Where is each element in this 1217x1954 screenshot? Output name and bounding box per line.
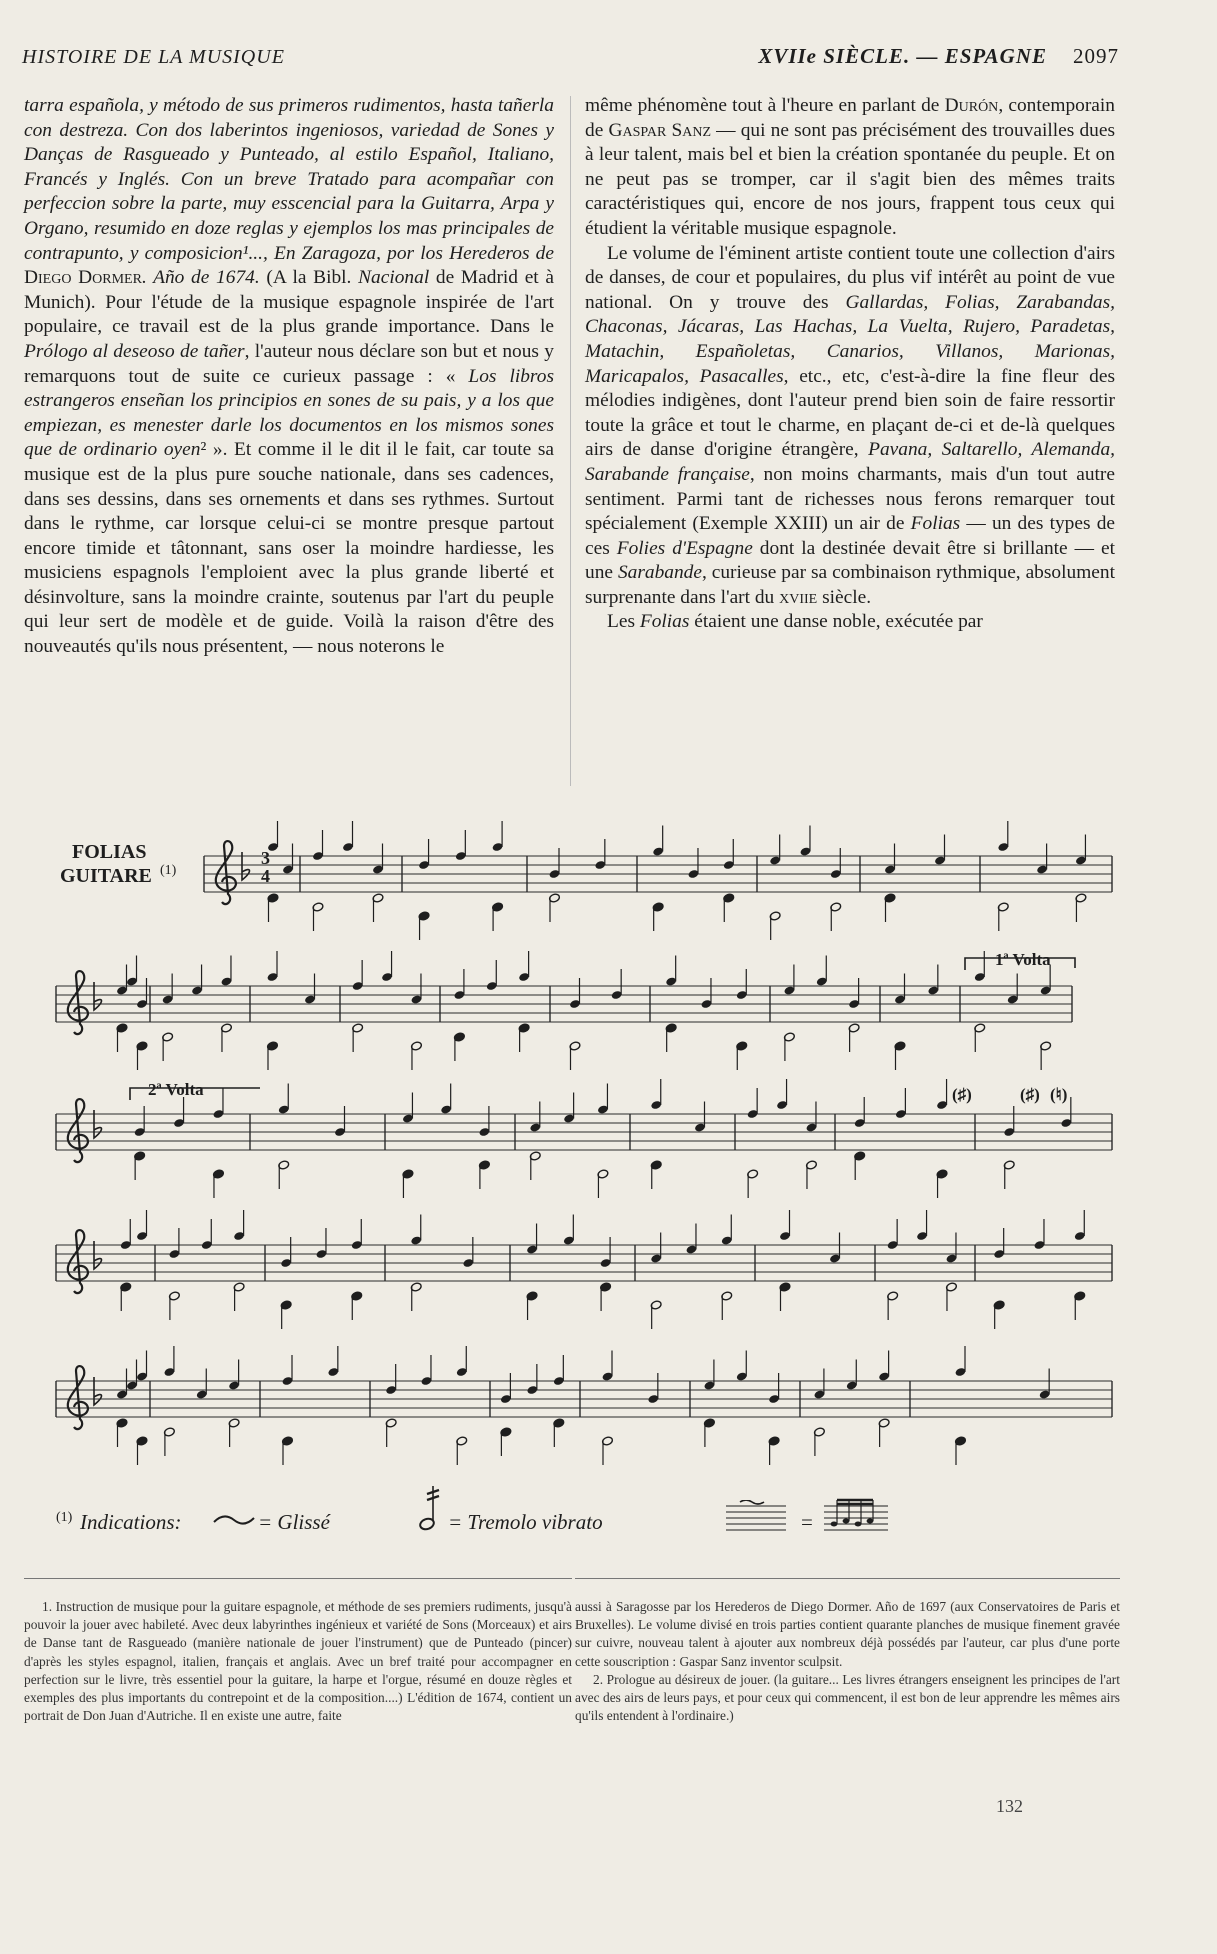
folias-term: Folias — [639, 611, 690, 633]
composer-sanz: Gaspar Sanz — [608, 119, 712, 141]
right-column — [585, 94, 1115, 635]
text-run: étaient une danse noble, exécutée par — [689, 611, 983, 633]
footnote-rule-left — [24, 1578, 572, 1579]
score-title-footnote: (1) — [160, 863, 177, 878]
book-title-text: tarra española, y método de sus primeros rudimentos, hasta tañerla con destreza. Con dos laberintos ingeniosos, variedad de Sones y Danças de Rasgueado y Punteado, al estilo Español, Italiano, Francés y Inglés. Con un breve Tratado para acompañar con perfeccion sobre la parte, muy esscencial para la Guitarra, Arpa y Organo, resumido en doze reglas y ejemplos los mas principales de contrapunto, y composicion¹..., En Zaragoza, por los Herederos de — [24, 95, 554, 264]
column-divider — [570, 96, 571, 786]
folias-term: Folias — [910, 513, 961, 535]
text-run: de Madrid et à Munich). Pour l'étude de la musique espagnole inspirée de l'art populaire, ce travail est de la plus grande importance. Dans le — [24, 267, 554, 338]
legend-tremolo: = Tremolo vibrato — [448, 1510, 603, 1534]
tremolo-note-icon — [416, 1480, 444, 1540]
legend-indications: Indications: — [80, 1510, 182, 1534]
text-run: , l'auteur nous déclare son but et nous y remarquons tout de suite ce curieux passage : « — [24, 340, 555, 387]
time-signature-bottom: 4 — [261, 866, 270, 886]
treble-clef-icon — [68, 971, 88, 1034]
text-run: dont la destinée devait être si brillante — et une — [585, 537, 1116, 584]
right-paragraph-3 — [585, 610, 1115, 635]
prologo-title: Prólogo al deseoso de tañer — [24, 340, 245, 362]
footnote-1-continued: aussi à Saragosse par los Herederos de Diego Dormer. Año de 1697 (aux Conservatoires de Paris et Bruxelles). Le volume divisé en trois parties contient quarante planches de musique finement gravée sur cuivre, nouveau talent à ajouter aux nombreux déjà possédés par l'auteur, car plus d'une porte cette souscription : Gaspar Sanz inventor sculpsit. — [575, 1599, 1120, 1669]
treble-clef-icon — [68, 1099, 88, 1162]
composer-duron: Durón — [944, 95, 999, 116]
right-paragraph-2 — [585, 242, 1115, 611]
volta-2-label: 2ª Volta — [148, 1080, 204, 1099]
text-run: (A la Bibl. — [259, 267, 359, 289]
score-title-folias: FOLIAS — [72, 841, 147, 863]
text-run: , curieuse par sa combinaison rythmique, absolument surprenante dans l'art du — [585, 562, 1115, 608]
spanish-quote: Los libros estrangeros enseñan los principios en sones de su pais, y a los que empiezan, es menester darle los documentos en los mismos sones que de ordinario oyen — [24, 365, 554, 461]
footnote-rule-right — [575, 1578, 1120, 1579]
text-run: , etc., etc, c'est-à-dire la fine fleur des mélodies indigènes, dont l'auteur prend bien soin de faire ressortir toute la grâce et tout le charme, en plaçant de-ci et de-là quelques airs de danse d'origine étrangère, — [585, 365, 1115, 461]
text-run: Les — [607, 611, 640, 633]
score-svg — [0, 808, 1217, 1558]
treble-clef-icon — [216, 841, 236, 904]
right-paragraph-1 — [585, 94, 1115, 242]
left-paragraph — [24, 94, 554, 660]
legend-equals: = — [801, 1510, 813, 1534]
running-head — [22, 44, 1117, 72]
text-run: — un des types de ces — [585, 513, 1116, 559]
century: xviie — [779, 586, 818, 608]
text-run: même phénomène tout à l'heure en parlant de — [585, 95, 945, 116]
accidental-2: (♯) — [1020, 1085, 1040, 1104]
glisse-symbol-icon — [212, 1508, 256, 1534]
library-name: Nacional — [358, 267, 430, 289]
footnote-left — [24, 1598, 572, 1725]
text-run: Le volume de l'éminent artiste contient toute une collection d'airs de danses, de cour et populaires, du plus vif intérêt au point de vue national. On y trouve des — [585, 242, 1115, 313]
footnote-2: 2. Prologue au désireux de jouer. (la guitare... Les livres étrangers enseignent les principes de l'art avec des airs de leurs pays, et pour ceux qui commencent, il est bon de leur apprendre les mêmes airs qu'ils entendent à l'ordinaire.) — [575, 1671, 1120, 1724]
running-head-title: HISTOIRE DE LA MUSIQUE — [22, 46, 285, 68]
accidental-3: (♮) — [1050, 1085, 1068, 1104]
page-number: 2097 — [1073, 44, 1119, 68]
folies-term: Folies d'Espagne — [616, 537, 753, 559]
accidental-1: (♯) — [952, 1085, 972, 1104]
section-title: XVIIe SIÈCLE. — ESPAGNE — [758, 44, 1047, 68]
music-example-folias — [0, 808, 1217, 1558]
footnote-1: 1. Instruction de musique pour la guitare espagnole, et méthode de ses premiers rudiments, jusqu'à pouvoir la jouer avec habileté. Avec deux labyrinthes ingénieux et variété de Sons (Morceaux) et airs de Danse tant de Rasgueado (manière nationale de jouer l'instrument) que de Punteado (pincer) d'après les styles espagnol, italien, français et anglais. Avec un bref traité pour accompagner en perfection sur le livre, très essentiel pour la guitare, la harpe et l'orgue, résumé en douze règles et exemples des plus importants du contrepoint et de la composition....) L'édition de 1674, contient un portrait de Don Juan d'Autriche. Il en existe une autre, faite — [24, 1599, 572, 1724]
printer-name: Diego Dormer — [24, 267, 142, 289]
foreign-dance-list: Pavana, Saltarello, Alemanda, Sarabande française — [585, 439, 1115, 485]
text-run: , contemporain de — [585, 95, 1115, 141]
tremolo-staff-a-icon — [726, 1500, 786, 1540]
treble-clef-icon — [68, 1366, 88, 1429]
score-title-guitare: GUITARE — [60, 865, 152, 887]
score-notation — [56, 821, 1112, 1465]
left-column — [24, 94, 554, 660]
dance-list: Gallardas, Folias, Zarabandas, Chaconas, Jácaras, Las Hachas, La Vuelta, Rujero, Paradetas, Matachin, Españoletas, Canarios, Villanos, Marionas, Maricapalos, Pasacalles — [585, 291, 1115, 387]
year-text: . Año de 1674. — [141, 267, 260, 289]
text-run: — qui ne sont pas précisément des trouvailles dues à leur talent, mais bel et bien la création spontanée du peuple. Et on ne peut pas se tromper, car il s'agit bien des mêmes traits caractéristiques qui, encore de nos jours, frappent tous ceux qui étudient la véritable musique espagnole. — [585, 119, 1115, 239]
folio-number: 132 — [996, 1796, 1023, 1816]
notation-legend — [56, 1510, 1156, 1560]
text-run: , non moins charmants, mais d'un tout autre sentiment. Parmi tant de richesses nous ferons remarquer tout spécialement (Exemple XXIII) un air de — [585, 463, 1115, 535]
tremolo-staff-b-icon — [824, 1496, 888, 1542]
footnote-right — [575, 1598, 1120, 1725]
volta-1-label: 1ª Volta — [995, 950, 1051, 969]
legend-marker: (1) — [56, 1510, 73, 1525]
time-signature-top: 3 — [261, 848, 270, 868]
treble-clef-icon — [68, 1230, 88, 1293]
legend-glisse: = Glissé — [258, 1510, 330, 1534]
text-run: siècle. — [817, 586, 872, 608]
sarabande-term: Sarabande — [617, 562, 702, 584]
running-head-section — [758, 44, 1119, 69]
text-run: ² ». Et comme il le dit il le fait, car toute sa musique est de la plus pure souche nationale, dans ses cadences, dans ses dessins, dans ses ornements et dans ses rythmes. Surtout dans le rythme, car lorsque celui-ci se montre presque partout encore timide et tâtonnant, sans oser la moindre hardiesse, les musiciens espagnols l'emploient avec la plus grande liberté et désinvolture, sans la moindre crainte, soutenus par l'art du peuple qui leur sert de modèle et de guide. Voilà la raison d'être des nouveautés qu'ils nous présentent, — nous noterons le — [24, 439, 554, 658]
